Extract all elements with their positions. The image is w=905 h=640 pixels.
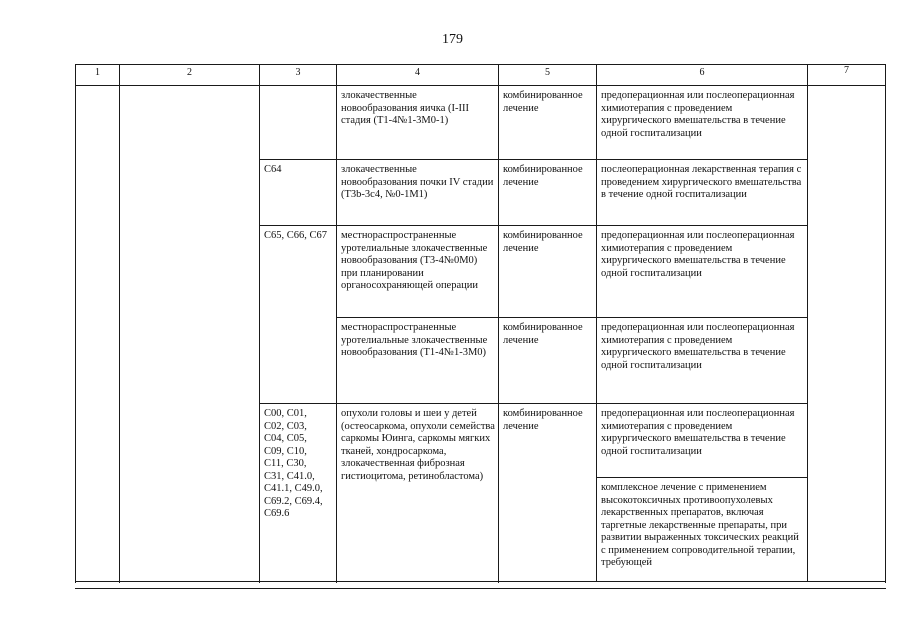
treatment-type-cell: комбинированное лечение	[499, 226, 597, 318]
cell-col-1	[76, 86, 120, 582]
treatment-method-cell: послеоперационная лекарственная терапия с проведением хирургического вмешательства в течение одной госпитализации	[597, 160, 808, 226]
page-bottom-rule	[75, 588, 886, 589]
treatment-method-cell: предоперационная или послеоперационная химиотерапия с проведением хирургического вмешательства в течение одной госпитализации	[597, 318, 808, 404]
cell-col-7	[808, 86, 886, 582]
column-header-2: 2	[120, 65, 260, 86]
icd-codes-cell: C00, C01, C02, C03, C04, C05, C09, C10, C11, C30, C31, C41.0, C41.1, C49.0, C69.2, C69.4, C69.6	[260, 404, 337, 582]
column-header-5: 5	[499, 65, 597, 86]
diagnosis-cell: злокачественные новообразования почки IV стадии (T3b-3c4, №0-1M1)	[337, 160, 499, 226]
treatment-table	[75, 64, 886, 582]
treatment-method-extra-cell: комплексное лечение с применением высокотоксичных противоопухолевых лекарственных препаратов, включая таргетные лекарственные препараты, при развитии выраженных токсических реакций с применением сопроводительной терапии, требующей	[597, 478, 808, 582]
column-header-4: 4	[337, 65, 499, 86]
column-header-row	[76, 65, 886, 86]
treatment-method-cell: предоперационная или послеоперационная химиотерапия с проведением хирургического вмешательства в течение одной госпитализации	[597, 226, 808, 318]
icd-codes-cell	[260, 86, 337, 160]
treatment-type-cell: комбинированное лечение	[499, 86, 597, 160]
cell-col-2	[120, 86, 260, 582]
treatment-type-cell: комбинированное лечение	[499, 318, 597, 404]
column-header-1: 1	[76, 65, 120, 86]
treatment-method-cell: предоперационная или послеоперационная химиотерапия с проведением хирургического вмешательства в течение одной госпитализации	[597, 404, 808, 478]
icd-codes-cell: C65, C66, C67	[260, 226, 337, 404]
column-header-6: 6	[597, 65, 808, 86]
column-header-3: 3	[260, 65, 337, 86]
treatment-type-cell: комбинированное лечение	[499, 404, 597, 582]
table-row	[76, 86, 886, 160]
icd-codes-cell: C64	[260, 160, 337, 226]
diagnosis-cell: злокачественные новообразования яичка (I-III стадия (T1-4№1-3M0-1)	[337, 86, 499, 160]
diagnosis-cell: опухоли головы и шеи у детей (остеосаркома, опухоли семейства саркомы Юинга, саркомы мягких тканей, хондросаркома, злокачественная фиброзная гистиоцитома, ретинобластома)	[337, 404, 499, 582]
column-header-7: 7	[808, 65, 886, 86]
treatment-method-cell: предоперационная или послеоперационная химиотерапия с проведением хирургического вмешательства в течение одной госпитализации	[597, 86, 808, 160]
diagnosis-cell: местнораспространенные уротелиальные злокачественные новообразования (T3-4№0M0) при планировании органосохраняющей операции	[337, 226, 499, 318]
treatment-type-cell: комбинированное лечение	[499, 160, 597, 226]
page-number: 179	[442, 32, 463, 47]
diagnosis-cell: местнораспространенные уротелиальные злокачественные новообразования (T1-4№1-3M0)	[337, 318, 499, 404]
